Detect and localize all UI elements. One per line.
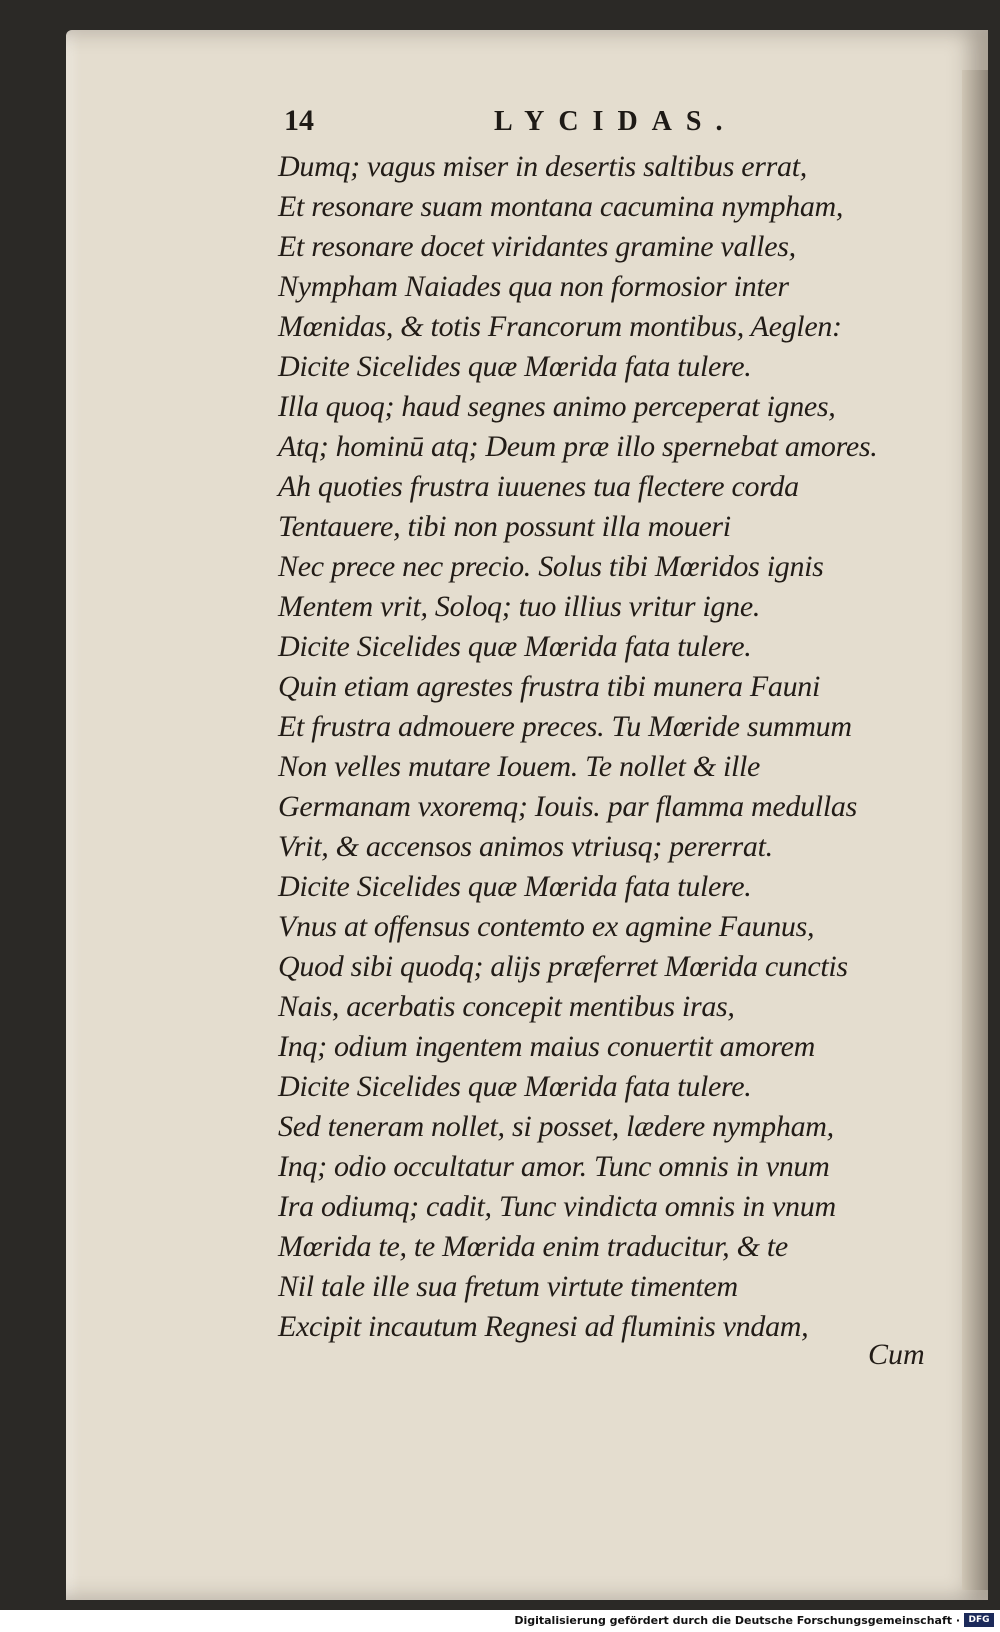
verse-line: Vrit, & accensos animos vtriusq; pererrat. [278, 830, 773, 863]
verse-line: Inq; odio occultatur amor. Tunc omnis in vnum [278, 1150, 830, 1183]
verse-line: Non velles mutare Iouem. Te nollet & ille [278, 750, 761, 783]
refrain-line: Dicite Sicelides quæ Mœrida fata tulere. [278, 350, 752, 383]
verse-line: Germanam vxoremq; Iouis. par flamma medullas [278, 790, 857, 823]
verse-line: Inq; odium ingentem maius conuertit amorem [278, 1030, 816, 1063]
verse-line: Nil tale ille sua fretum virtute timentem [278, 1270, 738, 1303]
verse-line: Et resonare docet viridantes gramine valles, [278, 230, 796, 263]
verse-line: Tentauere, tibi non possunt illa moueri [278, 510, 731, 543]
refrain-line: Dicite Sicelides quæ Mœrida fata tulere. [278, 1070, 752, 1103]
verse-line: Illa quoq; haud segnes animo perceperat ignes, [278, 390, 836, 423]
verse-line: Nec prece nec precio. Solus tibi Mœridos ignis [278, 550, 824, 583]
refrain-line: Dicite Sicelides quæ Mœrida fata tulere. [278, 870, 752, 903]
verse-line: Nympham Naiades qua non formosior inter [278, 270, 789, 303]
verse-line: Nais, acerbatis concepit mentibus iras, [278, 990, 735, 1023]
verse-line: Ah quoties frustra iuuenes tua flectere corda [278, 470, 799, 503]
verse-line: Dumq; vagus miser in desertis saltibus errat, [278, 150, 807, 183]
verse-text [278, 147, 968, 1347]
refrain-line: Dicite Sicelides quæ Mœrida fata tulere. [278, 630, 752, 663]
verse-line: Atq; hominū atq; Deum præ illo spernebat amores. [278, 430, 878, 463]
page-header [284, 104, 904, 144]
running-head: LYCIDAS. [494, 106, 737, 137]
dfg-logo: DFG [964, 1613, 994, 1627]
verse-line: Sed teneram nollet, si posset, lædere nympham, [278, 1110, 834, 1143]
verse-line: Mœrida te, te Mœrida enim traducitur, & te [278, 1230, 788, 1263]
verse-line: Ira odiumq; cadit, Tunc vindicta omnis in vnum [278, 1190, 836, 1223]
verse-line: Et resonare suam montana cacumina nympham, [278, 190, 844, 223]
page-number: 14 [284, 104, 314, 137]
verse-line: Quin etiam agrestes frustra tibi munera Fauni [278, 670, 821, 703]
verse-line: Quod sibi quodq; alijs præferret Mœrida cunctis [278, 950, 848, 983]
catchword: Cum [868, 1338, 925, 1371]
verse-line: Vnus at offensus contemto ex agmine Faunus, [278, 910, 815, 943]
verse-line: Mentem vrit, Soloq; tuo illius vritur igne. [278, 590, 761, 623]
verse-line: Mœnidas, & totis Francorum montibus, Aeglen: [278, 310, 842, 343]
verse-line: Et frustra admouere preces. Tu Mœride summum [278, 710, 852, 743]
verse-line: Excipit incautum Regnesi ad fluminis vndam, [278, 1310, 809, 1343]
funding-note: Digitalisierung gefördert durch die Deutsche Forschungsgemeinschaft · [514, 1614, 960, 1627]
